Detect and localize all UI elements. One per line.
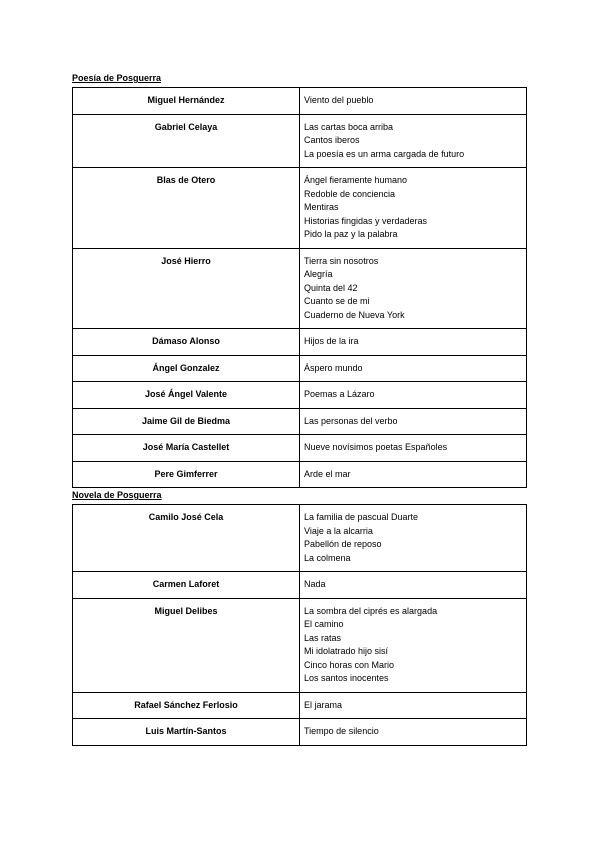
work-title: Viento del pueblo (304, 95, 374, 105)
work-title: Pabellón de reposo (304, 539, 382, 549)
work-title: La colmena (304, 552, 351, 563)
works-list (300, 461, 527, 488)
work-title: Hijos de la ira (304, 336, 359, 346)
works-list (300, 248, 527, 329)
author-name: Gabriel Celaya (73, 114, 300, 168)
work-title: Viaje a la alcarria (304, 525, 373, 536)
works-list (300, 692, 527, 719)
table-row (73, 355, 527, 382)
table-row (73, 168, 527, 249)
author-name: Dámaso Alonso (73, 329, 300, 356)
table-row (73, 598, 527, 692)
table-row (73, 572, 527, 599)
work-title: Las ratas (304, 632, 342, 643)
table-row (73, 435, 527, 462)
work-title: Arde el mar (304, 468, 351, 479)
section-poesia-posguerra (72, 73, 527, 488)
work-title: Mi idolatrado hijo sisí (304, 646, 389, 656)
works-list (300, 598, 527, 692)
author-name: Luis Martín-Santos (73, 719, 300, 746)
work-title: Cantos iberos (304, 135, 360, 145)
work-title: Áspero mundo (304, 362, 363, 373)
table-row (73, 408, 527, 435)
author-name: José Hierro (73, 248, 300, 329)
works-list (300, 435, 527, 462)
work-title: El camino (304, 619, 344, 629)
section-novela-posguerra (72, 490, 527, 746)
author-name: Miguel Delibes (73, 598, 300, 692)
table-row (73, 692, 527, 719)
work-title: La familia de pascual Duarte (304, 512, 419, 522)
author-name: Rafael Sánchez Ferlosio (73, 692, 300, 719)
author-name: Blas de Otero (73, 168, 300, 249)
work-title: Tierra sin nosotros (304, 255, 379, 266)
works-list (300, 719, 527, 746)
table-row (73, 719, 527, 746)
authors-table-body (73, 88, 527, 488)
work-title: Redoble de conciencia (304, 188, 396, 199)
author-name: Jaime Gil de Biedma (73, 408, 300, 435)
author-name: Carmen Laforet (73, 572, 300, 599)
work-title: Cinco horas con Mario (304, 659, 395, 670)
works-list (300, 355, 527, 382)
author-name: Ángel Gonzalez (73, 355, 300, 382)
table-row (73, 461, 527, 488)
work-title: Nueve novísimos poetas Españoles (304, 442, 448, 452)
author-name: Pere Gimferrer (73, 461, 300, 488)
table-row (73, 329, 527, 356)
work-title: Las personas del verbo (304, 415, 398, 426)
authors-table-body (73, 505, 527, 746)
work-title: La sombra del ciprés es alargada (304, 605, 438, 616)
author-name: José María Castellet (73, 435, 300, 462)
table-row (73, 248, 527, 329)
work-title: Mentiras (304, 202, 339, 212)
works-list (300, 88, 527, 115)
work-title: Pido la paz y la palabra (304, 229, 398, 239)
work-title: La poesía es un arma cargada de futuro (304, 148, 465, 159)
work-title: Cuanto se de mi (304, 296, 370, 306)
works-list (300, 505, 527, 572)
authors-table (72, 87, 527, 488)
work-title: Poemas a Lázaro (304, 389, 375, 399)
authors-table (72, 504, 527, 746)
section-title: Poesía de Posguerra (72, 73, 162, 83)
work-title: Quinta del 42 (304, 282, 358, 293)
table-row (73, 505, 527, 572)
work-title: Cuaderno de Nueva York (304, 309, 405, 320)
work-title: Nada (304, 579, 326, 589)
works-list (300, 408, 527, 435)
table-row (73, 88, 527, 115)
table-row (73, 114, 527, 168)
works-list (300, 572, 527, 599)
work-title: Las cartas boca arriba (304, 121, 394, 132)
works-list (300, 114, 527, 168)
work-title: Los santos inocentes (304, 673, 389, 683)
work-title: Tiempo de silencio (304, 726, 379, 736)
works-list (300, 168, 527, 249)
work-title: Alegría (304, 269, 333, 279)
work-title: Historias fingidas y verdaderas (304, 215, 428, 226)
works-list (300, 329, 527, 356)
work-title: Ángel fieramente humano (304, 175, 408, 185)
section-title: Novela de Posguerra (72, 490, 162, 500)
works-list (300, 382, 527, 409)
author-name: Camilo José Cela (73, 505, 300, 572)
author-name: José Ángel Valente (73, 382, 300, 409)
author-name: Miguel Hernández (73, 88, 300, 115)
work-title: El jarama (304, 699, 343, 710)
table-row (73, 382, 527, 409)
